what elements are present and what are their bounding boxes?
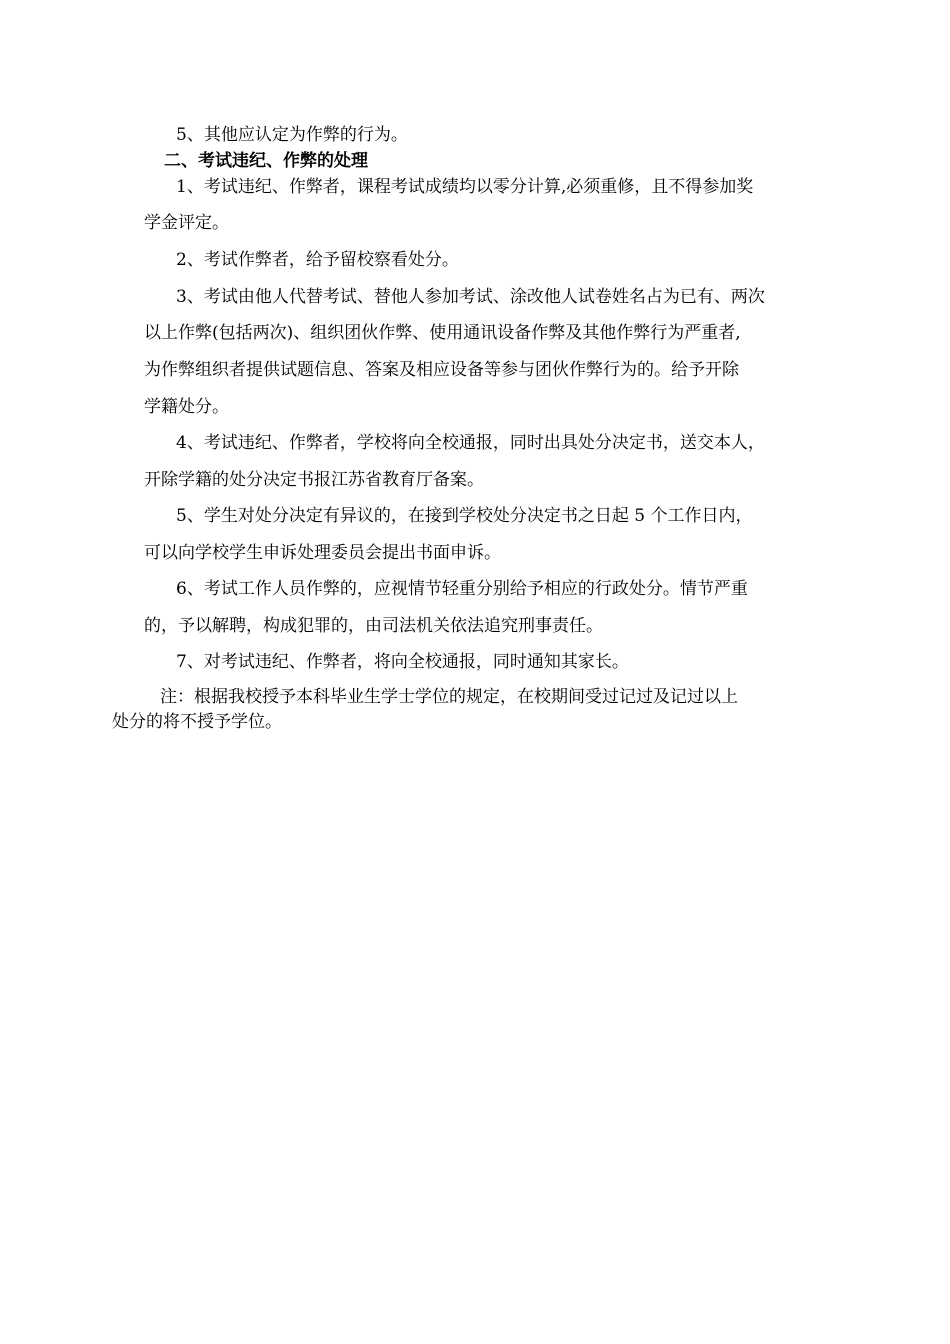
rule-5-line-1: 5、学生对处分决定有异议的，在接到学校处分决定书之日起 5 个工作日内， bbox=[176, 506, 753, 526]
rule-4-line-2: 开除学籍的处分决定书报江苏省教育厅备案。 bbox=[144, 470, 484, 490]
rule-5-line-2: 可以向学校学生申诉处理委员会提出书面申诉。 bbox=[144, 543, 501, 563]
note-line-1: 注：根据我校授予本科毕业生学士学位的规定，在校期间受过记过及记过以上 bbox=[160, 687, 738, 707]
rule-3-line-4: 学籍处分。 bbox=[144, 397, 229, 417]
rule-3-line-1: 3、考试由他人代替考试、替他人参加考试、涂改他人试卷姓名占为已有、两次 bbox=[176, 287, 765, 307]
rule-7-text: 7、对考试违纪、作弊者，将向全校通报，同时通知其家长。 bbox=[176, 652, 629, 672]
rule-1-line-1: 1、考试违纪、作弊者，课程考试成绩均以零分计算,必须重修，且不得参加奖 bbox=[176, 177, 754, 197]
rule-4-line-1: 4、考试违纪、作弊者，学校将向全校通报，同时出具处分决定书，送交本人， bbox=[176, 433, 765, 453]
rule-6-line-2: 的，予以解聘，构成犯罪的，由司法机关依法追究刑事责任。 bbox=[144, 616, 603, 636]
item-5-other-text: 5、其他应认定为作弊的行为。 bbox=[176, 125, 408, 145]
rule-3-line-3: 为作弊组织者提供试题信息、答案及相应设备等参与团伙作弊行为的。给予开除 bbox=[144, 360, 739, 380]
note-line-2: 处分的将不授予学位。 bbox=[112, 712, 282, 732]
rule-3-line-2: 以上作弊(包括两次)、组织团伙作弊、使用通讯设备作弊及其他作弊行为严重者, bbox=[144, 323, 741, 343]
section-two-heading: 二、考试违纪、作弊的处理 bbox=[164, 151, 368, 171]
rule-1-line-2: 学金评定。 bbox=[144, 213, 229, 233]
rule-6-line-1: 6、考试工作人员作弊的，应视情节轻重分别给予相应的行政处分。情节严重 bbox=[176, 579, 748, 599]
rule-2-text: 2、考试作弊者，给予留校察看处分。 bbox=[176, 250, 459, 270]
